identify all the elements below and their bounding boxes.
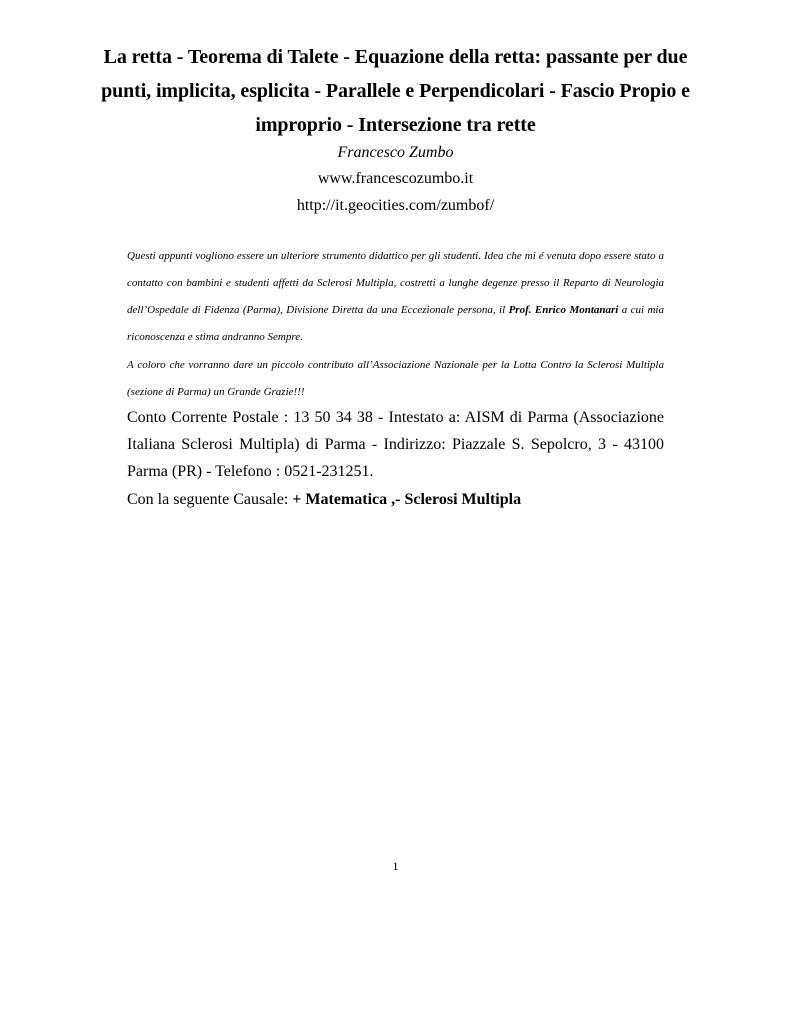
intro-paragraph-2: A coloro che vorranno dare un piccolo contributo all’Associazione Nazionale per la Lotta Contro la Sclerosi Multipla (sezione di Parma) un Grande Grazie!!! — [127, 359, 664, 398]
bank-details-paragraph: Conto Corrente Postale : 13 50 34 38 - Intestato a: AISM di Parma (Associazione Italiana Sclerosi Multipla) di Parma - Indirizzo: Piazzale S. Sepolcro, 3 - 43100 Parma (PR) - Telefono : 0521-231251. — [127, 409, 664, 480]
document-title: La retta - Teorema di Talete - Equazione della retta: passante per due punti, implicita, esplicita - Parallele e Perpendicolari - Fascio Propio e improprio - Intersezione tra rette — [101, 46, 690, 136]
geocities-url: http://it.geocities.com/zumbof/ — [296, 197, 495, 214]
causale-paragraph — [127, 486, 664, 513]
causale-value: + Matematica ,- Sclerosi Multipla — [292, 491, 522, 508]
professor-name: Prof. Enrico Montanari — [508, 304, 619, 316]
intro-paragraph-1 — [127, 243, 664, 351]
intro-text-end: a cui mia riconoscenza e stima andranno Sempre. — [127, 304, 664, 343]
intro-text-start: Questi appunti vogliono essere un ulteriore strumento didattico per gli studenti. Idea che mi é venuta dopo essere stato a contatto con bambini e studenti affetti da Sclerosi Multipla, costretti a lunghe degenze presso il Reparto di Neurologia dell’Ospedale di Fidenza (Parma), Divisione Diretta da una Eccezionale persona, il — [127, 250, 664, 316]
website-url: www.francescozumbo.it — [317, 170, 474, 187]
author-name: Francesco Zumbo — [337, 144, 454, 161]
causale-label: Con la seguente Causale: — [127, 491, 293, 508]
page-number: 1 — [392, 859, 399, 873]
